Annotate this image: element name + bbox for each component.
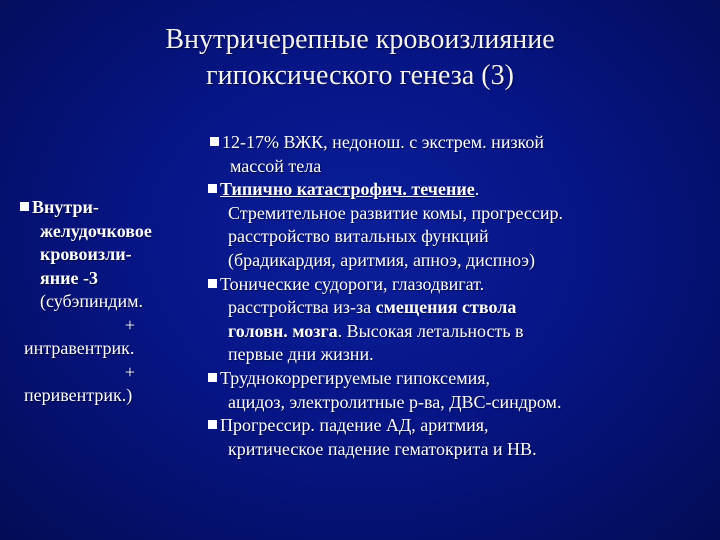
emphasis-text: головн. мозга [228,320,338,341]
left-column [20,196,220,408]
slide-title [60,22,660,94]
square-bullet-icon [208,279,217,288]
bullet-item: 12-17% ВЖК, недонош. с экстрем. низкой массой тела [208,131,708,178]
square-bullet-icon [208,373,217,382]
square-bullet-icon [208,184,217,193]
bullet-item: Труднокоррегируемые гипоксемия, ацидоз, электролитные р-ва, ДВС-синдром. [208,367,708,414]
left-plus: + [124,314,136,335]
square-bullet-icon [20,202,29,211]
left-heading: Внутри- [20,196,220,220]
left-plus: + [124,361,136,382]
square-bullet-icon [208,420,217,429]
emphasis-text: Типично катастрофич. течение [220,179,475,200]
left-line: яние -3 [40,267,98,288]
slide-title-line-2: гипоксического генеза (3) [206,60,514,91]
emphasis-text: смещения ствола [375,297,517,318]
left-line: интравентрик. [24,338,135,358]
square-bullet-icon [210,137,219,146]
left-line: (субэпиндим. [40,291,143,311]
left-line: перивентрик.) [24,385,133,405]
bullet-item: Тонические судороги, глазодвигат. расстройства из-за смещения ствола головн. мозга. Высокая летальность в первые дни жизни. [208,273,708,367]
right-column [208,131,708,461]
left-line: желудочковое [40,220,152,241]
bullet-item: Типично катастрофич. течение. Стремительное развитие комы, прогрессир. расстройство витальных функций (брадикардия, аритмия, апноэ, диспноэ) [208,178,708,272]
bullet-item: Прогрессир. падение АД, аритмия, критическое падение гематокрита и НВ. [208,414,708,461]
slide-title-line-1: Внутричерепные кровоизлияние [165,24,555,55]
left-line: кровоизли- [40,244,132,264]
